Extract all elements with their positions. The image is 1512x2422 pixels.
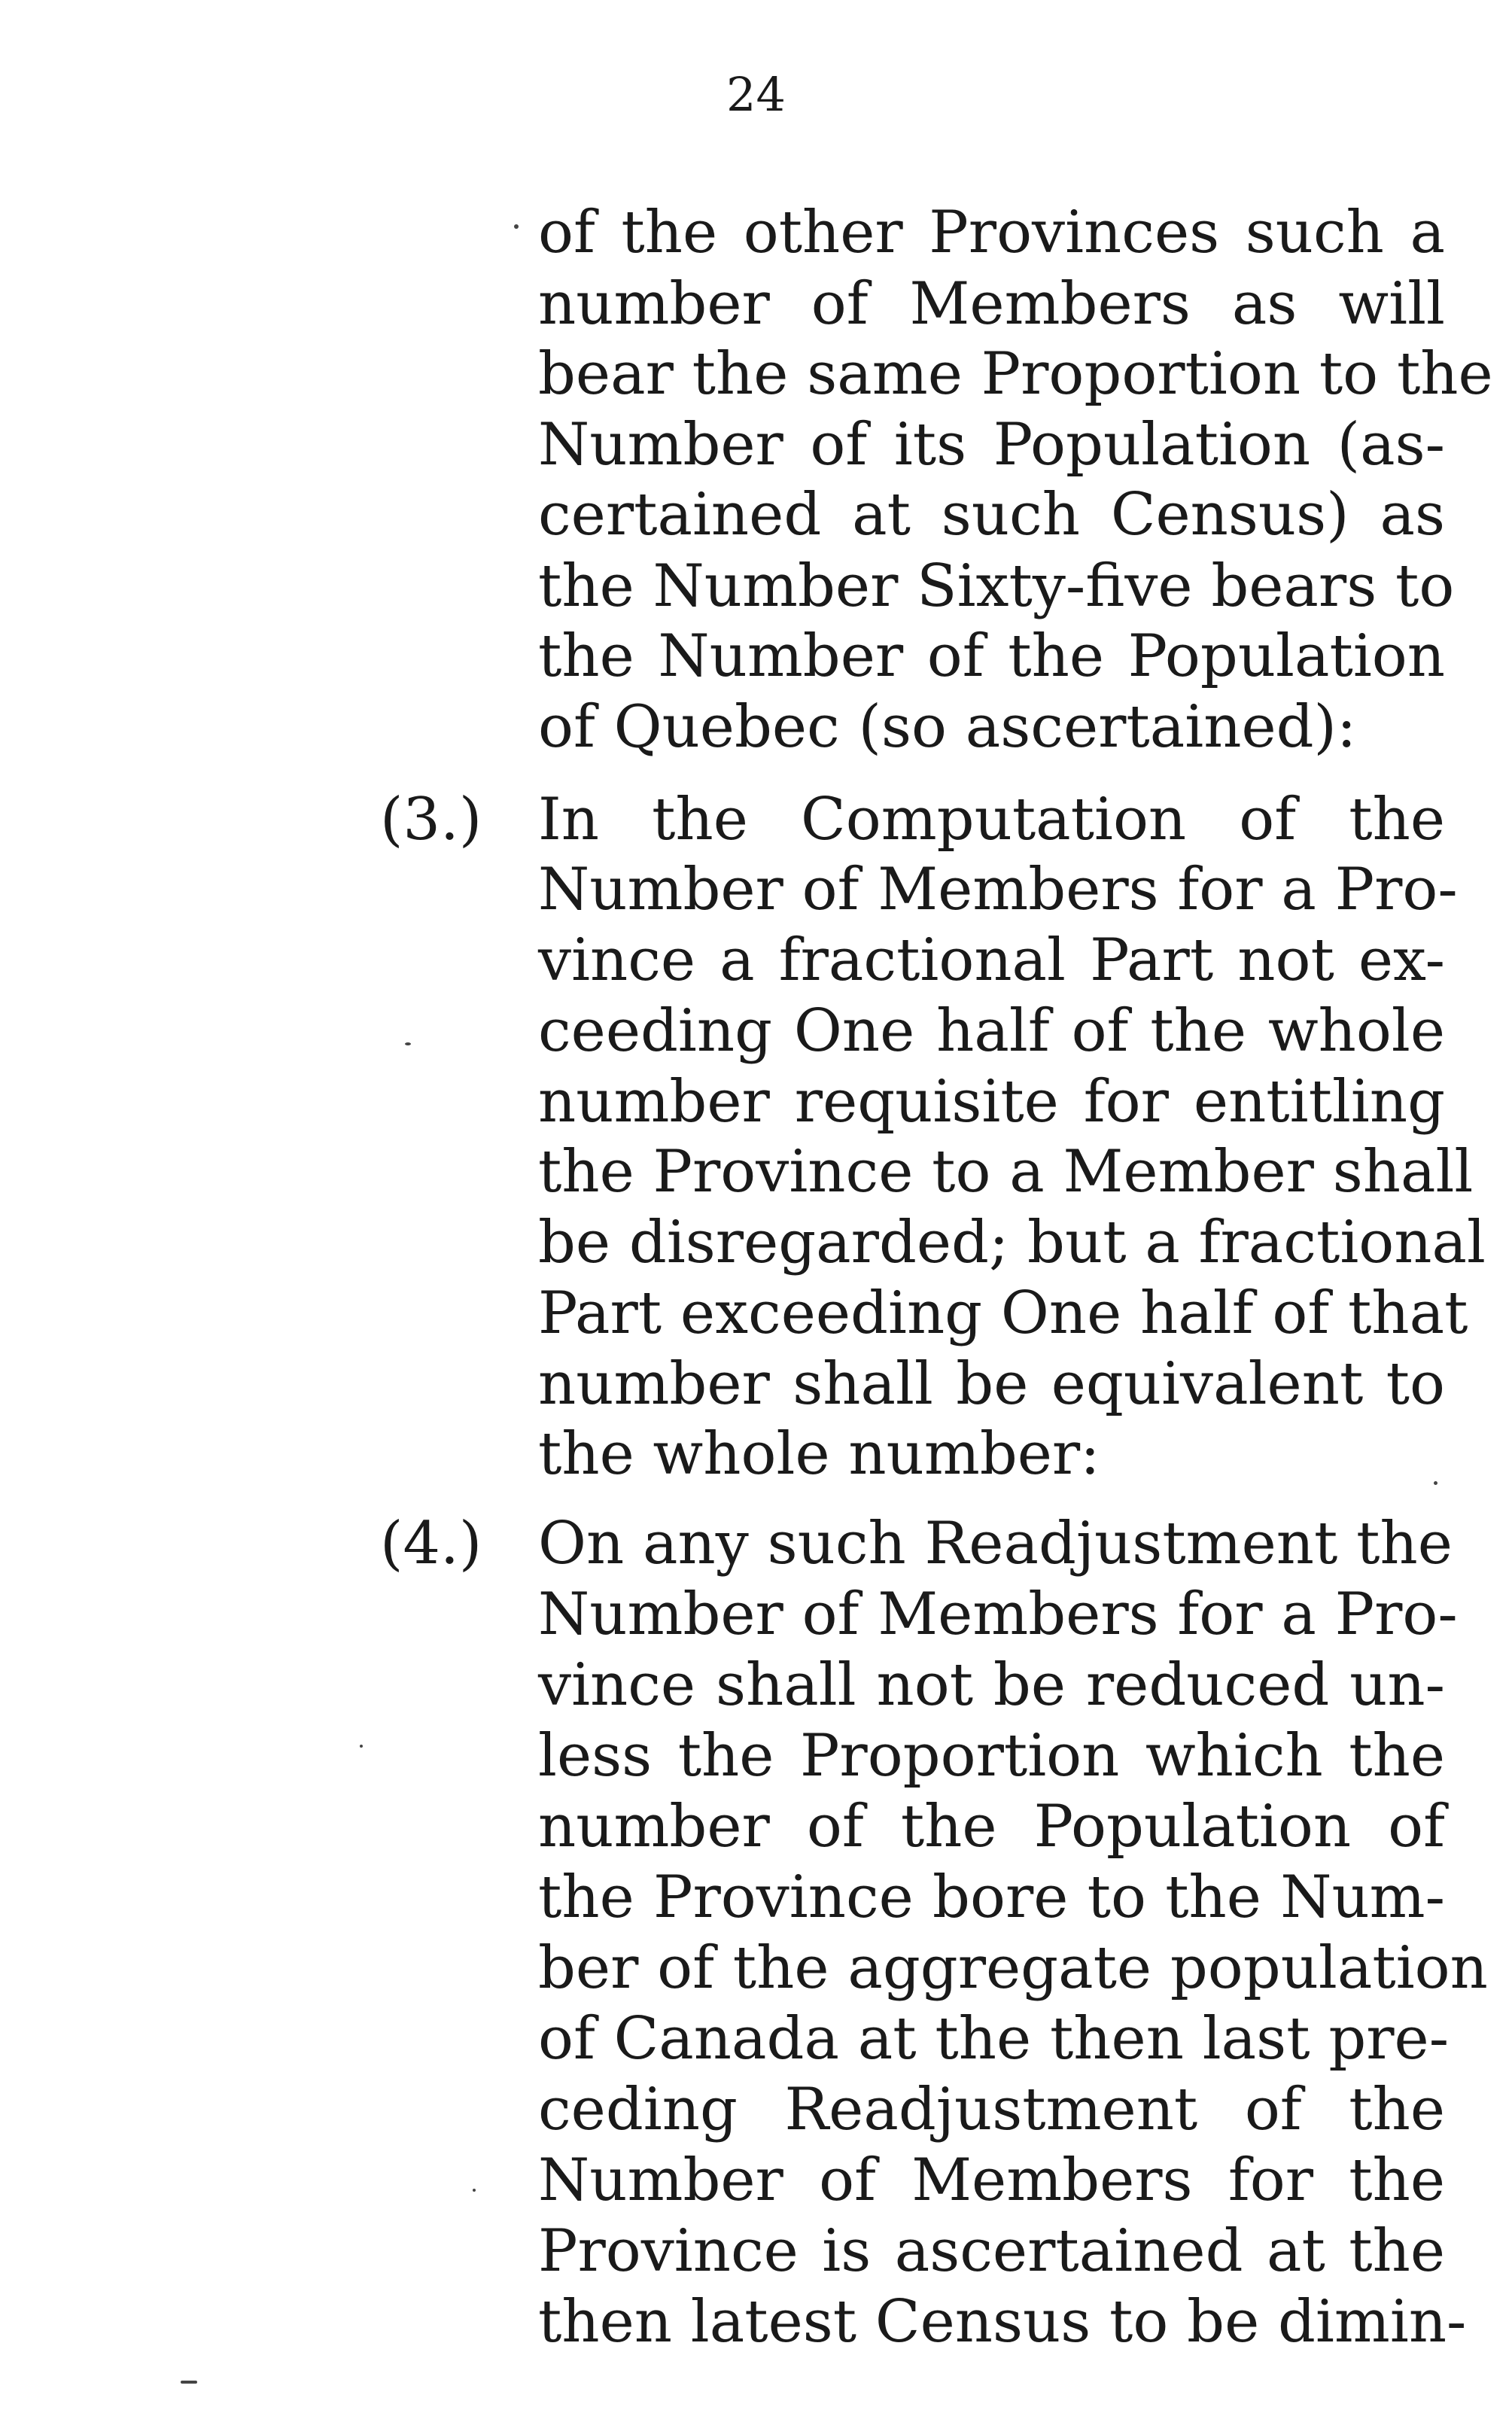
text-line: ceeding One half of the whole <box>538 997 1445 1065</box>
text-line: Number of Members for the <box>538 2147 1445 2214</box>
text-line: of the other Provinces such a <box>538 199 1445 266</box>
text-line: Province is ascertained at the <box>538 2217 1445 2285</box>
text-line: certained at such Census) as <box>538 481 1445 549</box>
text-line: be disregarded; but a fractional <box>538 1209 1486 1276</box>
text-line: bear the same Proportion to the <box>538 340 1493 408</box>
text-line: number of the Population of <box>538 1793 1445 1861</box>
text-line: Number of its Population (as- <box>538 411 1445 479</box>
text-line: Number of Members for a Pro- <box>538 856 1458 923</box>
text-line: Number of Members for a Pro- <box>538 1581 1458 1648</box>
text-line: then latest Census to be dimin- <box>538 2288 1467 2356</box>
text-line: of Quebec (so ascertained): <box>538 693 1357 761</box>
text-line: In the Computation of the <box>538 786 1445 853</box>
text-line: number shall be equivalent to <box>538 1350 1445 1418</box>
text-line: less the Proportion which the <box>538 1722 1445 1790</box>
text-line: vince shall not be reduced un- <box>538 1651 1445 1719</box>
scan-speck <box>405 1042 411 1045</box>
scan-speck <box>181 2381 197 2384</box>
text-line: ber of the aggregate population <box>538 1934 1488 2002</box>
text-line: the whole number: <box>538 1420 1100 1488</box>
scan-speck <box>1434 1481 1437 1485</box>
scan-speck <box>514 224 519 229</box>
text-line: vince a fractional Part not ex- <box>538 927 1445 994</box>
clause-marker-4: (4.) <box>380 1510 482 1578</box>
text-line: the Province to a Member shall <box>538 1138 1474 1206</box>
text-line: number requisite for entitling <box>538 1068 1445 1136</box>
text-line: the Number Sixty-five bears to <box>538 552 1455 620</box>
text-line: the Number of the Population <box>538 622 1445 690</box>
page-number: 24 <box>726 67 786 122</box>
text-line: Part exceeding One half of that <box>538 1279 1468 1347</box>
text-line: number of Members as will <box>538 270 1445 338</box>
text-line: the Province bore to the Num- <box>538 1864 1445 1931</box>
scan-speck <box>473 2189 476 2192</box>
text-line: On any such Readjustment the <box>538 1510 1453 1578</box>
text-line: of Canada at the then last pre- <box>538 2005 1450 2073</box>
text-line: ceding Readjustment of the <box>538 2076 1445 2144</box>
clause-marker-3: (3.) <box>380 786 482 853</box>
scan-speck <box>360 1745 363 1748</box>
